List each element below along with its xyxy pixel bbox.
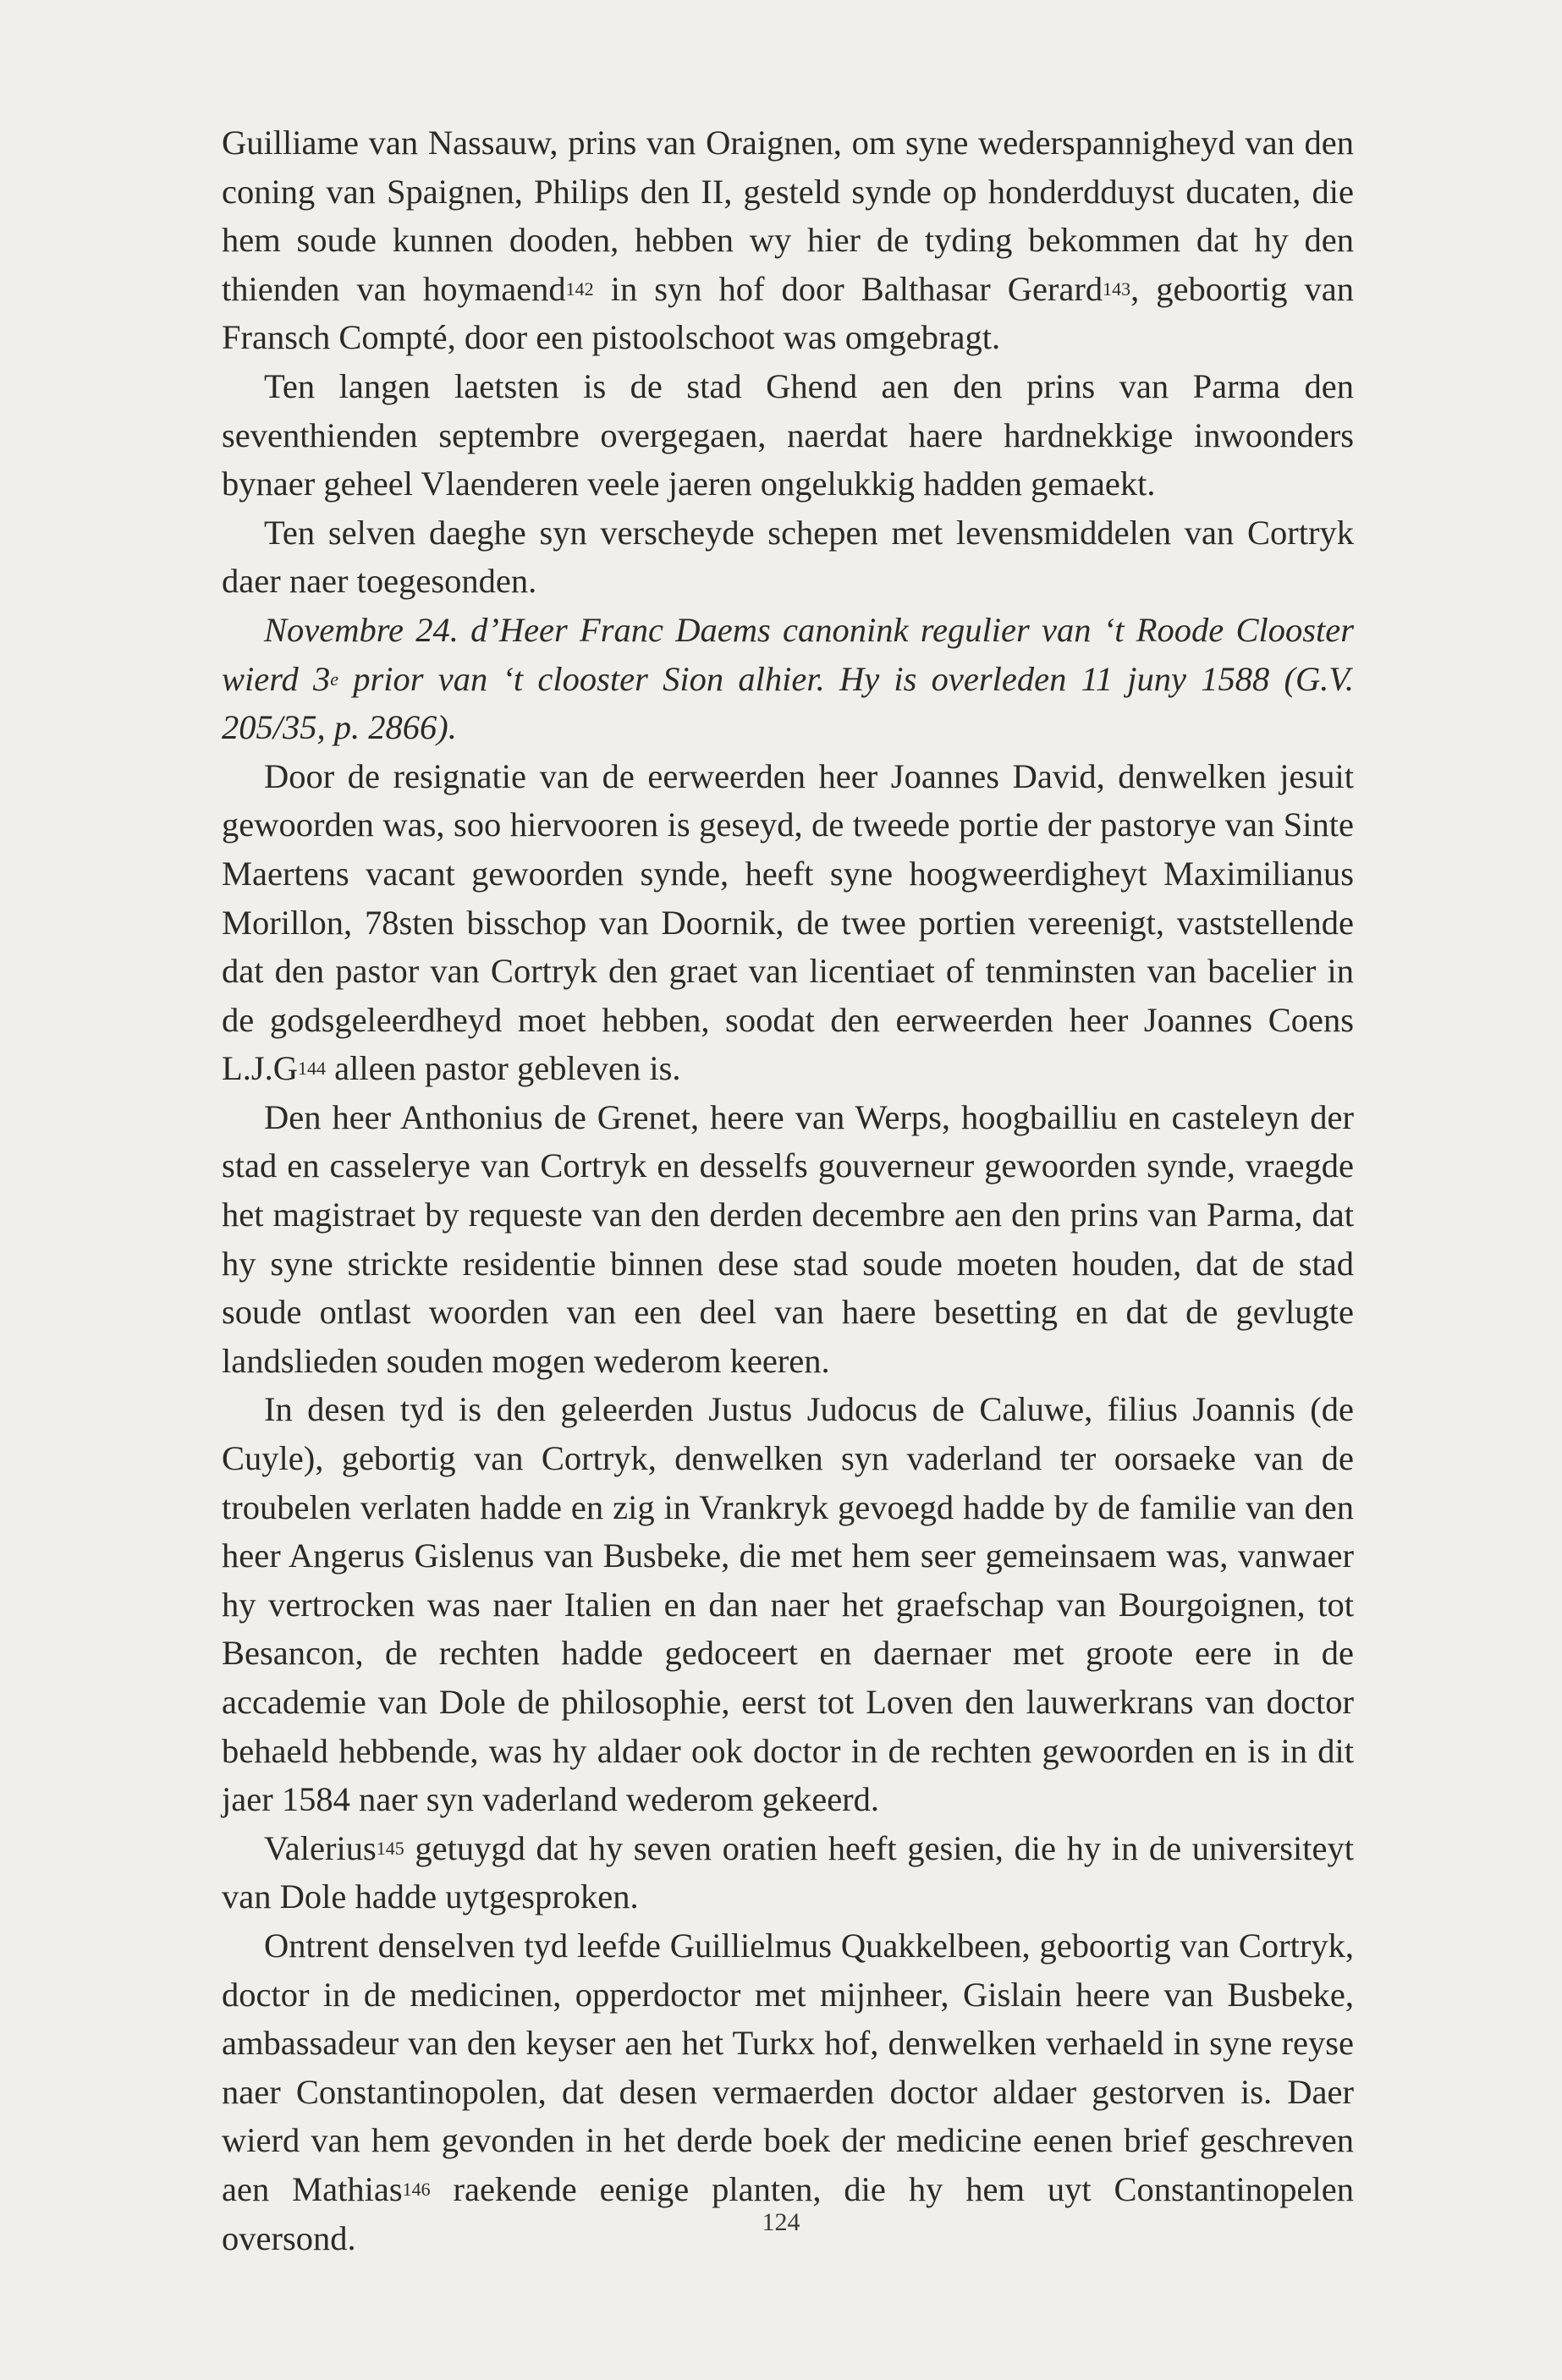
page-number: 124 (762, 2208, 800, 2236)
footnote-marker: 146 (402, 2178, 431, 2200)
text-segment: , geboortig van Fransch Compté, door een pistoolschoot was omgebragt. (222, 269, 1354, 357)
footnote-marker: e (330, 668, 338, 690)
text-segment: raekende eenige planten, die hy hem uyt Constantinopelen oversond. (222, 2169, 1354, 2257)
text-segment: Door de resignatie van de eerweerden heer Joannes David, denwelken jesuit gewoorden was, soo hiervooren is geseyd, de tweede portie der pastorye van Sinte Maertens vacant gewoorden synde, heeft syne hoogweerdigheyt Maximilianus Morillon, 78sten bisschop van Doornik, de twee portien vereenigt, vaststellende dat den pastor van Cortryk den graet van licentiaet of tenminsten van bacelier in de godsgeleerdheyd moet hebben, soodat den eerweerden heer Joannes Coens L.J.G (222, 756, 1354, 1088)
paragraph (222, 508, 1354, 606)
text-segment: Valerius (264, 1828, 377, 1867)
paragraph (222, 752, 1354, 1093)
text-segment: Den heer Anthonius de Grenet, heere van Werps, hoogbailliu en casteleyn der stad en casselerye van Cortryk en desselfs gouverneur gewoorden synde, vraegde het magistraet by requeste van den derden decembre aen den prins van Parma, dat hy syne strickte residentie binnen dese stad soude moeten houden, dat de stad soude ontlast woorden van een deel van haere besetting en dat de gevlugte landslieden souden mogen wederom keeren. (222, 1097, 1354, 1380)
paragraph (222, 362, 1354, 508)
footnote-marker: 144 (298, 1058, 326, 1080)
footnote-marker: 143 (1103, 278, 1131, 300)
text-segment: alleen pastor gebleven is. (326, 1049, 681, 1088)
paragraph (222, 118, 1354, 362)
text-segment: Guilliame van Nassauw, prins van Oraignen, om syne wederspannigheyd van den coning van Spaignen, Philips den II, gesteld synde op honderdduyst ducaten, die hem soude kunnen dooden, hebben wy hier de tyding bekommen dat hy den thienden van hoymaend (222, 124, 1354, 308)
paragraph (222, 1093, 1354, 1386)
footnote-marker: 142 (565, 278, 594, 300)
paragraph (222, 1824, 1354, 1921)
footnote-marker: 145 (376, 1837, 404, 1859)
text-segment: getuygd dat hy seven oratien heeft gesien, die hy in de universiteyt van Dole hadde uytgesproken. (222, 1828, 1354, 1916)
text-segment: Ontrent denselven tyd leefde Guillielmus Quakkelbeen, geboortig van Cortryk, doctor in de medicinen, opperdoctor met mijnheer, Gislain heere van Busbeke, ambassadeur van den keyser aen het Turkx hof, denwelken verhaeld in syne reyse naer Constantinopolen, dat desen vermaerden doctor aldaer gestorven is. Daer wierd van hem gevonden in het derde boek der medicine eenen brief geschreven aen Mathias (222, 1926, 1354, 2208)
paragraph (222, 606, 1354, 752)
text-segment: Ten langen laetsten is de stad Ghend aen den prins van Parma den seventhienden septembre overgegaen, naerdat haere hardnekkige inwoonders bynaer geheel Vlaenderen veele jaeren ongelukkig hadden gemaekt. (222, 366, 1354, 503)
page-body (222, 118, 1354, 2335)
text-segment: Novembre 24. d’Heer Franc Daems canonink regulier van ‘t Roode Clooster wierd 3 (222, 610, 1354, 698)
text-segment: prior van ‘t clooster Sion alhier. Hy is overleden 11 juny 1588 (G.V. 205/35, p. 2866). (222, 659, 1354, 747)
paragraph (222, 1385, 1354, 1823)
text-segment: In desen tyd is den geleerden Justus Judocus de Caluwe, filius Joannis (de Cuyle), gebortig van Cortryk, denwelken syn vaderland ter oorsaeke van de troubelen verlaten hadde en zig in Vrankryk gevoegd hadde by de familie van den heer Angerus Gislenus van Busbeke, die met hem seer gemeinsaem was, vanwaer hy vertrocken was naer Italien en dan naer het graefschap van Bourgoignen, tot Besancon, de rechten hadde gedoceert en daernaer met groote eere in de accademie van Dole de philosophie, eerst tot Loven den lauwerkrans van doctor behaeld hebbende, was hy aldaer ook doctor in de rechten gewoorden en is in dit jaer 1584 naer syn vaderland wederom gekeerd. (222, 1390, 1354, 1819)
text-body (222, 118, 1354, 2262)
text-segment: in syn hof door Balthasar Gerard (593, 269, 1103, 308)
text-segment: Ten selven daeghe syn verscheyde schepen met levensmiddelen van Cortryk daer naer toegesonden. (222, 513, 1354, 601)
